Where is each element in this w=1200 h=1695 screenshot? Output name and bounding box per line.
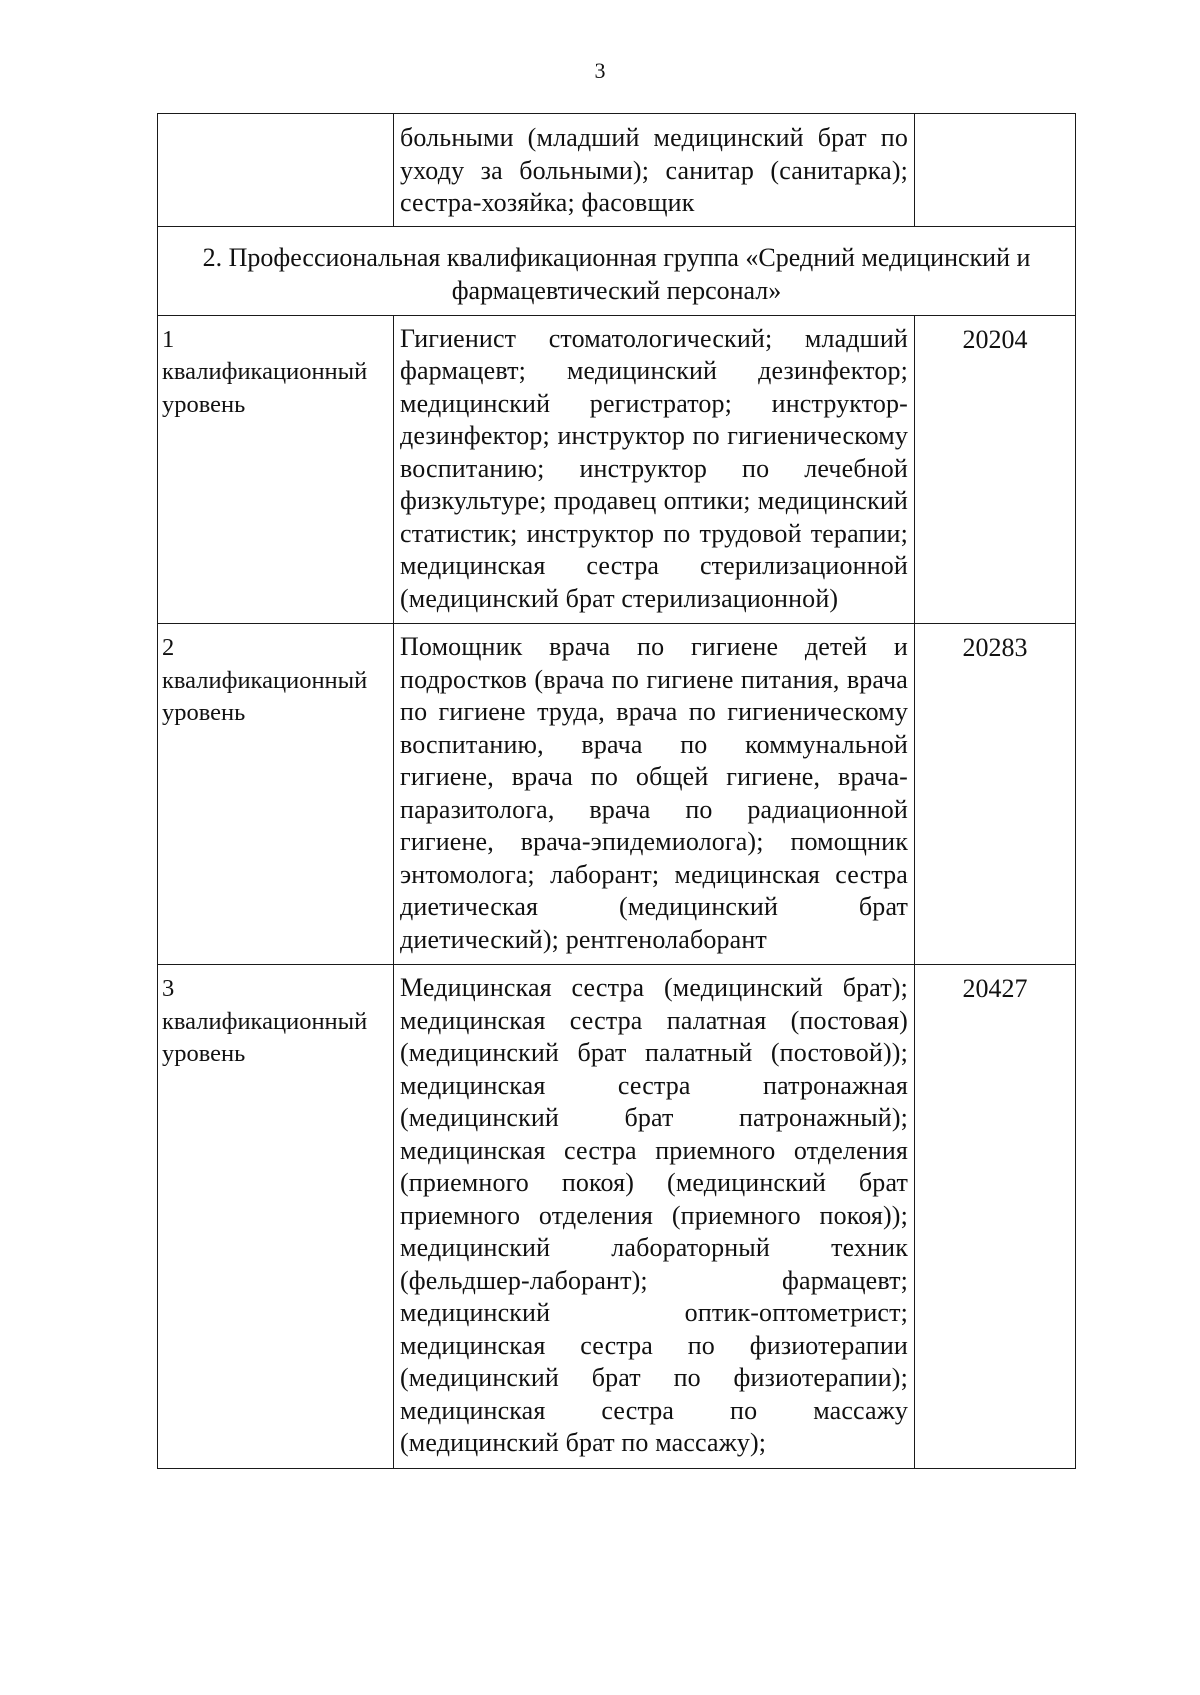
code-cell: 20427 (915, 965, 1076, 1469)
code-cell: 20283 (915, 624, 1076, 965)
level-unit: уровень (162, 1040, 246, 1067)
table-row-level-2 (158, 624, 1076, 965)
level-number: 1 (162, 325, 175, 353)
page-number: 3 (594, 58, 606, 83)
level-word: квалификационный (162, 1007, 368, 1035)
table-row-group-header (158, 226, 1076, 315)
code-cell: 20204 (915, 315, 1076, 624)
positions-cell: больными (младший медицинский брат по уходу за больными); санитар (санитарка); сестра-хозяйка; фасовщик (394, 114, 915, 227)
level-number: 3 (162, 975, 175, 1002)
table-row-continuation (158, 114, 1076, 227)
table-row-level-1 (158, 315, 1076, 624)
level-cell (158, 315, 394, 624)
level-number: 2 (162, 634, 175, 661)
table-row-level-3 (158, 965, 1076, 1469)
qualification-table (157, 113, 1076, 1469)
level-cell (158, 965, 394, 1469)
level-unit: уровень (162, 699, 246, 726)
level-word: квалификационный (162, 666, 368, 694)
group-header-cell: 2. Профессиональная квалификационная группа «Средний медицинский и фармацевтический персонал» (158, 226, 1076, 315)
level-unit: уровень (162, 390, 246, 418)
level-cell (158, 624, 394, 965)
positions-cell: Гигиенист стоматологический; младший фармацевт; медицинский дезинфектор; медицинский регистратор; инструктор-дезинфектор; инструктор по гигиеническому воспитанию; инструктор по лечебной физкультуре; продавец оптики; медицинский статистик; инструктор по трудовой терапии; медицинская сестра стерилизационной (медицинский брат стерилизационной) (394, 315, 915, 624)
level-cell (158, 114, 394, 227)
positions-cell: Помощник врача по гигиене детей и подростков (врача по гигиене питания, врача по гигиене труда, врача по гигиеническому воспитанию, врача по коммунальной гигиене, врача по общей гигиене, врача-паразитолога, врача по радиационной гигиене, врача-эпидемиолога); помощник энтомолога; лаборант; медицинская сестра диетическая (медицинский брат диетический); рентгенолаборант (394, 624, 915, 965)
positions-cell: Медицинская сестра (медицинский брат); медицинская сестра палатная (постовая) (медицинский брат палатный (постовой)); медицинская сестра патронажная (медицинский брат патронажный); медицинская сестра приемного отделения (приемного покоя) (медицинский брат приемного отделения (приемного покоя)); медицинский лабораторный техник (фельдшер-лаборант); фармацевт; медицинский оптик-оптометрист; медицинская сестра по физиотерапии (медицинский брат по физиотерапии); медицинская сестра по массажу (медицинский брат по массажу); (394, 965, 915, 1469)
code-cell (915, 114, 1076, 227)
level-word: квалификационный (162, 358, 368, 385)
